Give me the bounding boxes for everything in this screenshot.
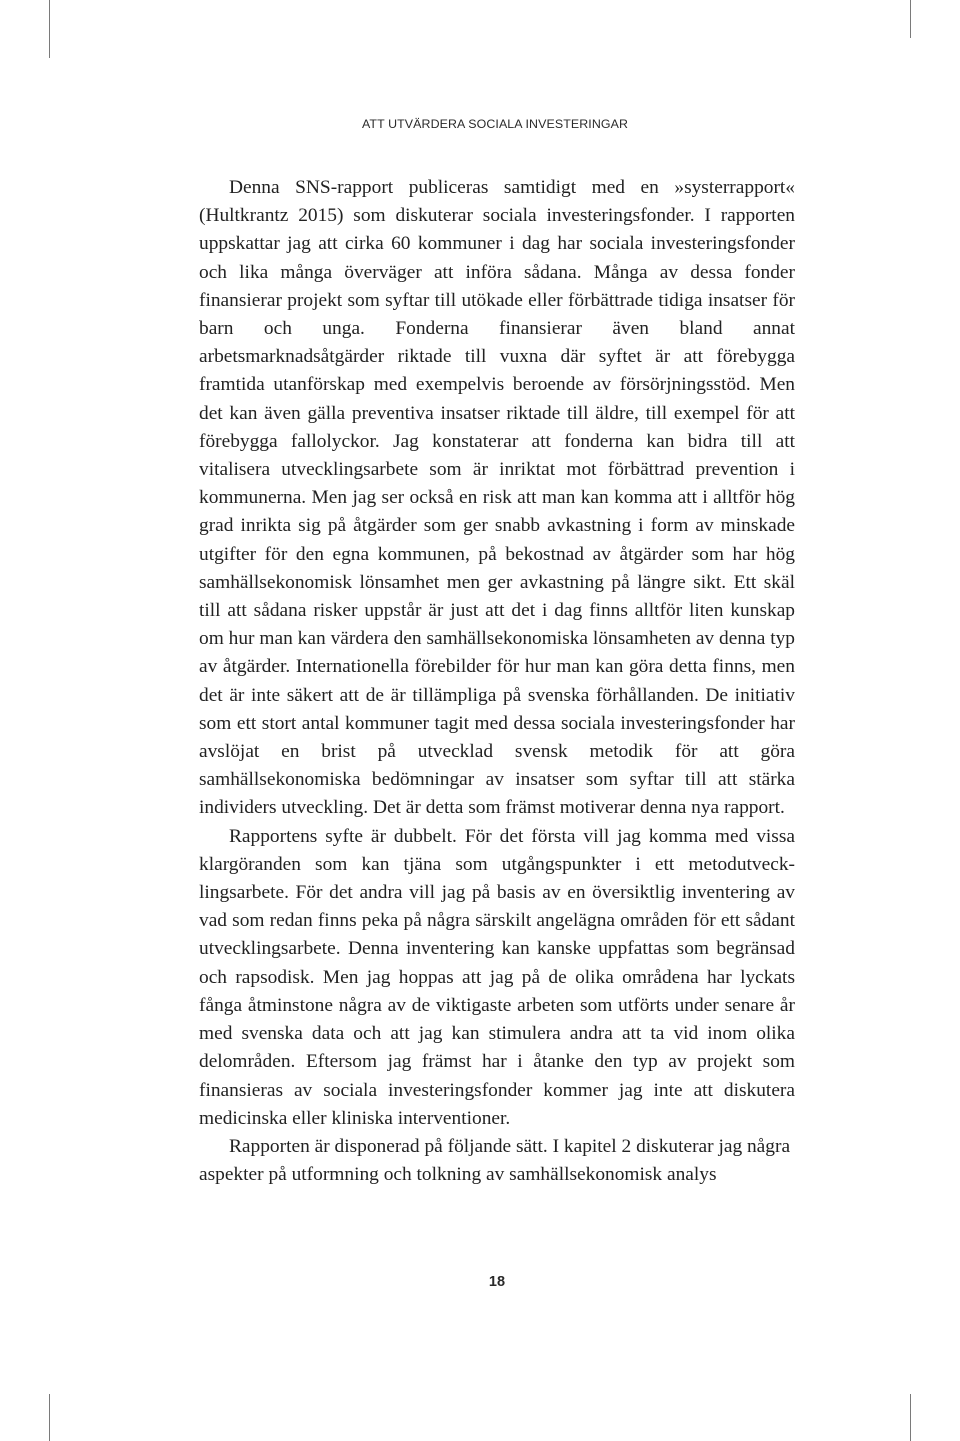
crop-mark-top-right bbox=[910, 0, 911, 38]
body-text bbox=[199, 174, 795, 1189]
paragraph-2: Rapportens syfte är dubbelt. För det första vill jag komma med vissa klargöranden som kan tjäna som utgångspunkter i ett metodutvecklingsarbete. För det andra vill jag på basis av en översiktlig inventering av vad som redan finns peka på några särskilt angelägna områden för ett sådant utvecklingsarbete. Denna inventering kan kanske uppfattas som begränsad och rapsodisk. Men jag hoppas att jag på de olika områdena har lyckats fånga åtminstone några av de viktigaste arbeten som utförts under senare år med svenska data och att jag kan stimulera andra att ta vid inom olika delområden. Eftersom jag främst har i åtanke den typ av projekt som finansieras av sociala investeringsfonder kommer jag inte att diskutera medicinska eller kliniska interventioner. bbox=[199, 825, 795, 1129]
page-number: 18 bbox=[488, 1274, 506, 1290]
paragraph-1: Denna SNS-rapport publiceras samtidigt med en »systerrapport« (Hultkrantz 2015) som diskuterar sociala investeringsfonder. I rapporten uppskattar jag att cirka 60 kommuner i dag har sociala investeringsfonder och lika många överväger att införa sådana. Många av dessa fonder finansierar projekt som syftar till utökade eller förbättrade tidiga insatser för barn och unga. Fonderna finansierar även bland annat arbetsmarknadsåtgärder riktade till vuxna där syftet är att förebygga framtida utanförskap med exempelvis beroende av försörjningsstöd. Men det kan även gälla preventiva insatser riktade till äldre, till exempel för att förebygga fallolyckor. Jag konstaterar att fonderna kan bidra till att vitalisera utvecklingsarbete som är inriktat mot förbättrad prevention i kommunerna. Men jag ser också en risk att man kan komma att i alltför hög grad inrikta sig på åtgärder som ger snabb avkastning i form av minskade utgifter för den egna kommunen, på bekostnad av åtgärder som har hög samhällsekonomisk lönsamhet men ger avkastning på längre sikt. Ett skäl till att sådana risker uppstår är just att det i dag finns alltför liten kunskap om hur man kan värdera den samhällsekonomiska lönsamheten av denna typ av åtgärder. Internationella förebilder för hur man kan göra detta finns, men det är inte säkert att de är tillämpliga på svenska förhållanden. De initiativ som ett stort antal kommuner tagit med dessa sociala investeringsfonder har avslöjat en brist på utvecklad svensk metodik för att göra samhällsekonomiska bedömningar av insatser som syftar till att stärka individers utveckling. Det är detta som främst motiverar denna nya rapport. bbox=[199, 177, 795, 819]
crop-mark-bottom-left bbox=[49, 1394, 50, 1441]
crop-mark-bottom-right bbox=[910, 1394, 911, 1441]
crop-mark-top-left bbox=[49, 0, 50, 58]
running-head: ATT UTVÄRDERA SOCIALA INVESTERINGAR bbox=[361, 117, 629, 131]
paragraph-3: Rapporten är disponerad på följande sätt. I kapitel 2 diskuterar jag några aspekter på utformning och tolkning av samhällsekonomisk analys bbox=[199, 1135, 791, 1186]
